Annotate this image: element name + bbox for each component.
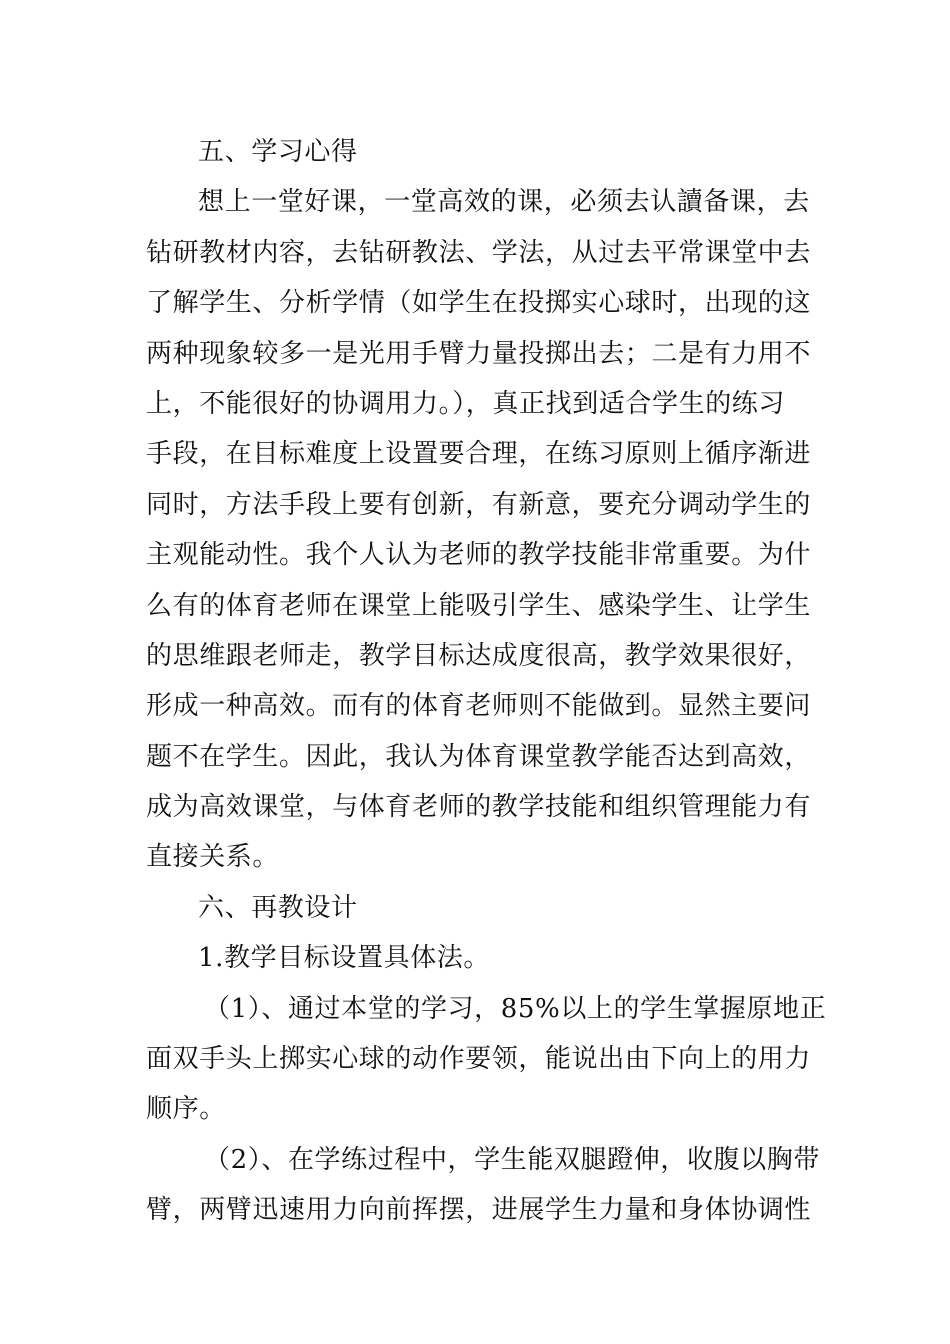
paragraph-line: 形成一种高效。而有的体育老师则不能做到。显然主要问 — [146, 691, 812, 722]
paragraph-line: 同时，方法手段上要有创新，有新意，要充分调动学生的 — [146, 489, 812, 520]
paragraph-line: 成为高效课堂，与体育老师的教学技能和组织管理能力有 — [146, 792, 812, 823]
sub-item-2-line: 臂，两臂迅速用力向前挥摆，进展学生力量和身体协调性 — [146, 1195, 812, 1226]
paragraph-line: 手段，在目标难度上设置要合理，在练习原则上循序渐进 — [146, 439, 812, 470]
paragraph-line: 直接关系。 — [146, 842, 280, 873]
document-page — [146, 127, 827, 1236]
sub-item-2-line: （2）、在学练过程中，学生能双腿蹬伸，收腹以胸带 — [204, 1144, 820, 1175]
paragraph-line: 么有的体育老师在课堂上能吸引学生、感染学生、让学生 — [146, 590, 812, 621]
section-heading-five: 五、学习心得 — [198, 137, 358, 167]
paragraph-line: 的思维跟老师走，教学目标达成度很高，教学效果很好， — [146, 640, 812, 671]
paragraph-line: 钻研教材内容，去钻研教法、学法，从过去平常课堂中去 — [146, 237, 812, 268]
sub-item-1-line: （1）、通过本堂的学习，85%以上的学生掌握原地正 — [204, 993, 827, 1024]
sub-item-1-line: 面双手头上掷实心球的动作要领，能说出由下向上的用力 — [146, 1044, 812, 1075]
paragraph-line: 两种现象较多一是光用手臂力量投掷出去；二是有力用不 — [146, 338, 812, 369]
paragraph-line: 想上一堂好课，一堂高效的课，必须去认讀备课，去 — [198, 187, 810, 218]
section-heading-six: 六、再教设计 — [198, 892, 358, 923]
paragraph-line: 题不在学生。因此，我认为体育课堂教学能否达到高效， — [146, 741, 812, 772]
paragraph-line: 主观能动性。我个人认为老师的教学技能非常重要。为什 — [146, 540, 812, 571]
list-item-1: 1.教学目标设置具体法。 — [198, 943, 491, 974]
sub-item-1-line: 顺序。 — [146, 1094, 226, 1125]
paragraph-line: 了解学生、分析学情（如学生在投掷实心球时，出现的这 — [146, 288, 812, 319]
paragraph-line: 上，不能很好的协调用力。），真正找到适合学生的练习 — [146, 388, 786, 419]
